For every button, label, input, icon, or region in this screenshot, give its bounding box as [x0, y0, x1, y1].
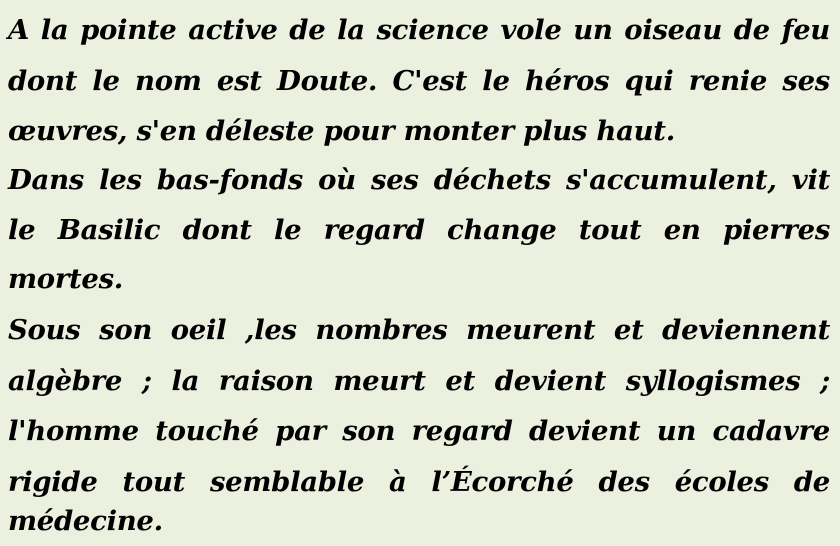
text-line-3: œuvres, s'en déleste pour monter plus haut.	[8, 115, 675, 147]
text-line-6: mortes.	[8, 263, 124, 295]
text-line-9: l'homme touché par son regard devient un cadavre	[8, 415, 830, 447]
text-line-10: rigide tout semblable à l’Écorché des écoles de	[8, 466, 830, 498]
text-line-7: Sous son oeil ,les nombres meurent et deviennent	[8, 314, 830, 346]
text-line-4: Dans les bas-fonds où ses déchets s'accumulent, vit	[8, 164, 830, 196]
text-line-11: médecine.	[8, 505, 163, 537]
text-line-8: algèbre ; la raison meurt et devient syllogismes ;	[8, 365, 830, 397]
text-line-2: dont le nom est Doute. C'est le héros qui renie ses	[8, 65, 830, 97]
text-line-1: A la pointe active de la science vole un oiseau de feu	[8, 14, 830, 46]
text-line-5: le Basilic dont le regard change tout en pierres	[8, 214, 830, 246]
